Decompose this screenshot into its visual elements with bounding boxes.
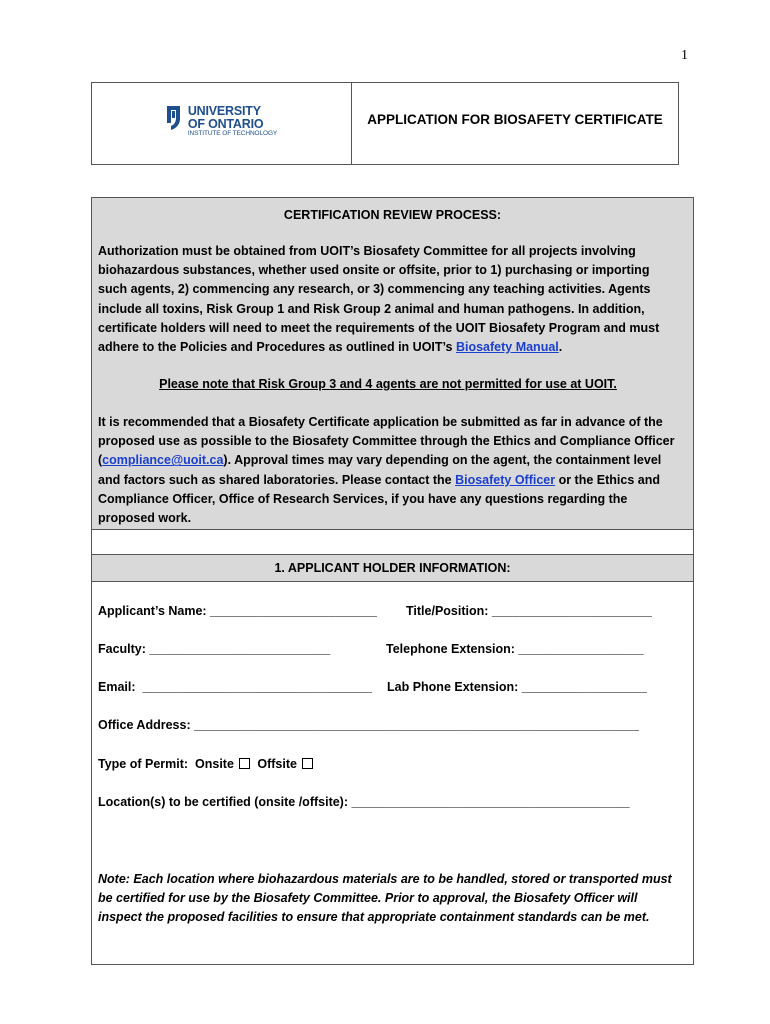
authorization-end: . <box>558 340 563 355</box>
biosafety-officer-link[interactable]: Biosafety Officer <box>455 472 556 487</box>
page-number: 1 <box>681 48 688 63</box>
onsite-checkbox[interactable] <box>239 758 250 769</box>
biosafety-manual-link[interactable]: Biosafety Manual <box>455 340 559 355</box>
applicant-heading-row <box>92 555 693 582</box>
title-position-field[interactable]: Title/Position: _______________________ <box>406 604 652 618</box>
spacer-row <box>92 530 693 555</box>
office-address-field[interactable]: Office Address: ________________________________________________________________ <box>98 718 640 732</box>
document-title: APPLICATION FOR BIOSAFETY CERTIFICATE <box>367 112 663 127</box>
offsite-checkbox[interactable] <box>302 758 313 769</box>
form-box <box>91 197 694 965</box>
applicant-name-field[interactable]: Applicant’s Name: ________________________ <box>98 604 377 618</box>
offsite-label: Offsite <box>257 757 297 771</box>
review-heading: CERTIFICATION REVIEW PROCESS: <box>283 208 502 222</box>
shield-logo-icon <box>166 105 184 131</box>
permit-type-row <box>98 757 313 771</box>
university-logo <box>166 105 277 138</box>
risk-group-warning: Please note that Risk Group 3 and 4 agents are not permitted for use at UOIT. <box>159 377 617 391</box>
locations-field[interactable]: Location(s) to be certified (onsite /offsite): ________________________________________ <box>98 795 630 809</box>
recommendation-text-a: It is recommended that a Biosafety Certificate application be submitted as far in advance of the proposed use as possible to the Biosafety Committee through the Ethics and Compliance Officer ( <box>98 415 675 468</box>
recommendation-text-b: ). Approval times may vary depending on the agent, the containment level and factors such as shared laboratories. Please contact the <box>98 453 662 487</box>
compliance-email-link[interactable]: compliance@uoit.ca <box>102 453 224 468</box>
permit-type-label: Type of Permit: Onsite <box>98 757 234 771</box>
logo-line-university: UNIVERSITY <box>187 104 261 119</box>
faculty-field[interactable]: Faculty: __________________________ <box>98 642 331 656</box>
email-field[interactable]: Email: _________________________________ <box>98 680 372 694</box>
recommendation-text-c: or the Ethics and Compliance Officer, Office of Research Services, if you have any questions regarding the proposed work. <box>98 472 660 526</box>
lab-phone-extension-field[interactable]: Lab Phone Extension: __________________ <box>387 680 647 694</box>
authorization-text: Authorization must be obtained from UOIT’s Biosafety Committee for all projects involving biohazardous substances, whether used onsite or offsite, prior to 1) purchasing or importing such agents, 2) commencing any research, or 3) commencing any teaching activities. Agents include all toxins, Risk Group 1 and Risk Group 2 animal and human pathogens. In addition, certificate holders will need to meet the requirements of the UOIT Biosafety Program and must adhere to the Policies and Procedures as outlined in UOIT’s <box>98 244 660 355</box>
logo-line-ontario: OF ONTARIO <box>187 116 264 131</box>
header-table <box>91 82 679 165</box>
telephone-extension-field[interactable]: Telephone Extension: __________________ <box>386 642 644 656</box>
review-paragraph-recommendation <box>98 413 678 528</box>
review-section <box>92 198 693 530</box>
logo-line-institute: INSTITUTE OF TECHNOLOGY <box>187 130 278 138</box>
review-paragraph-authorization <box>98 242 678 357</box>
applicant-heading: 1. APPLICANT HOLDER INFORMATION: <box>274 561 511 575</box>
certification-note: Note: Each location where biohazardous materials are to be handled, stored or transported must be certified for use by the Biosafety Committee. Prior to approval, the Biosafety Officer will inspect the proposed facilities to ensure that appropriate containment standards can be met. <box>98 872 672 924</box>
logo-cell <box>92 83 352 164</box>
